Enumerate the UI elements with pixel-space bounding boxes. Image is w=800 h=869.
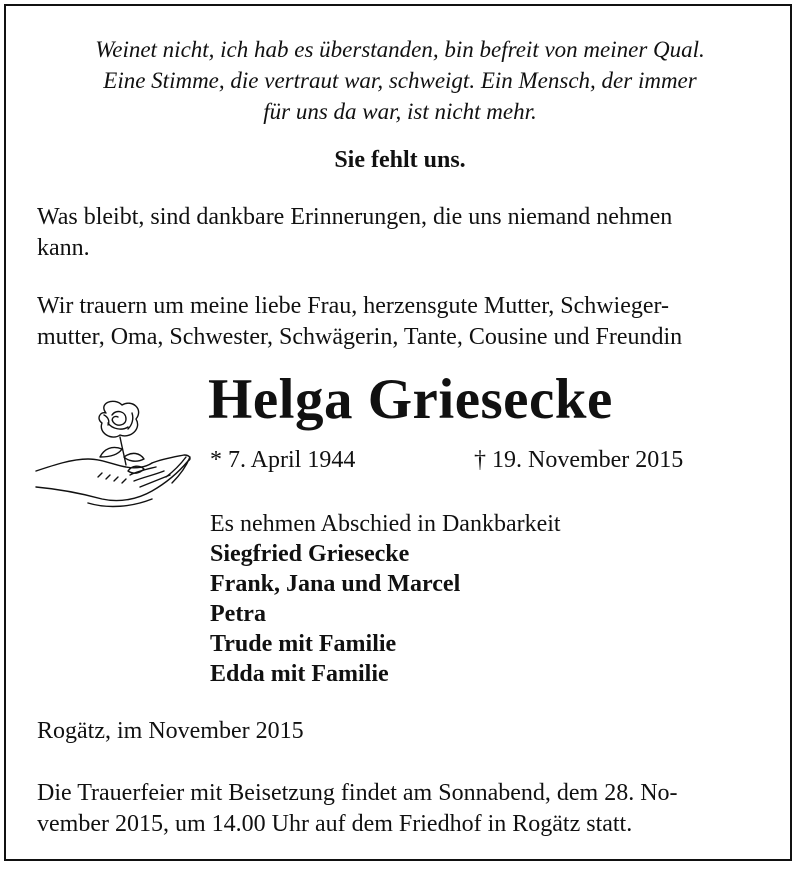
death-date: † 19. November 2015 (474, 447, 684, 473)
poem-line-3: für uns da war, ist nicht mehr. (263, 99, 537, 124)
place-date: Rogätz, im November 2015 (37, 718, 304, 744)
poem-line-2: Eine Stimme, die vertraut war, schweigt. Ein Mensch, der immer (103, 68, 697, 93)
rose-in-hands-icon (28, 395, 200, 517)
farewell-intro: Es nehmen Abschied in Dankbarkeit (210, 511, 561, 537)
birth-date: * 7. April 1944 (210, 447, 356, 473)
mourner-5: Edda mit Familie (210, 661, 389, 687)
paragraph1-line-1: Was bleibt, sind dankbare Erinnerungen, die uns niemand nehmen (37, 204, 673, 230)
deceased-name: Helga Griesecke (208, 368, 613, 431)
poem-line-1: Weinet nicht, ich hab es überstanden, bin befreit von meiner Qual. (95, 37, 705, 62)
paragraph2-line-1: Wir trauern um meine liebe Frau, herzensgute Mutter, Schwieger- (37, 293, 670, 319)
mourner-2: Frank, Jana und Marcel (210, 571, 461, 597)
paragraph2-line-2: mutter, Oma, Schwester, Schwägerin, Tante, Cousine und Freundin (37, 324, 683, 350)
mourner-4: Trude mit Familie (210, 631, 397, 657)
funeral-line-2: vember 2015, um 14.00 Uhr auf dem Friedhof in Rogätz statt. (37, 811, 633, 837)
mourner-3: Petra (210, 601, 266, 627)
mourner-1: Siegfried Griesecke (210, 541, 410, 567)
funeral-line-1: Die Trauerfeier mit Beisetzung findet am Sonnabend, dem 28. No- (37, 780, 678, 806)
heading: Sie fehlt uns. (334, 147, 466, 173)
paragraph1-line-2: kann. (37, 235, 90, 261)
